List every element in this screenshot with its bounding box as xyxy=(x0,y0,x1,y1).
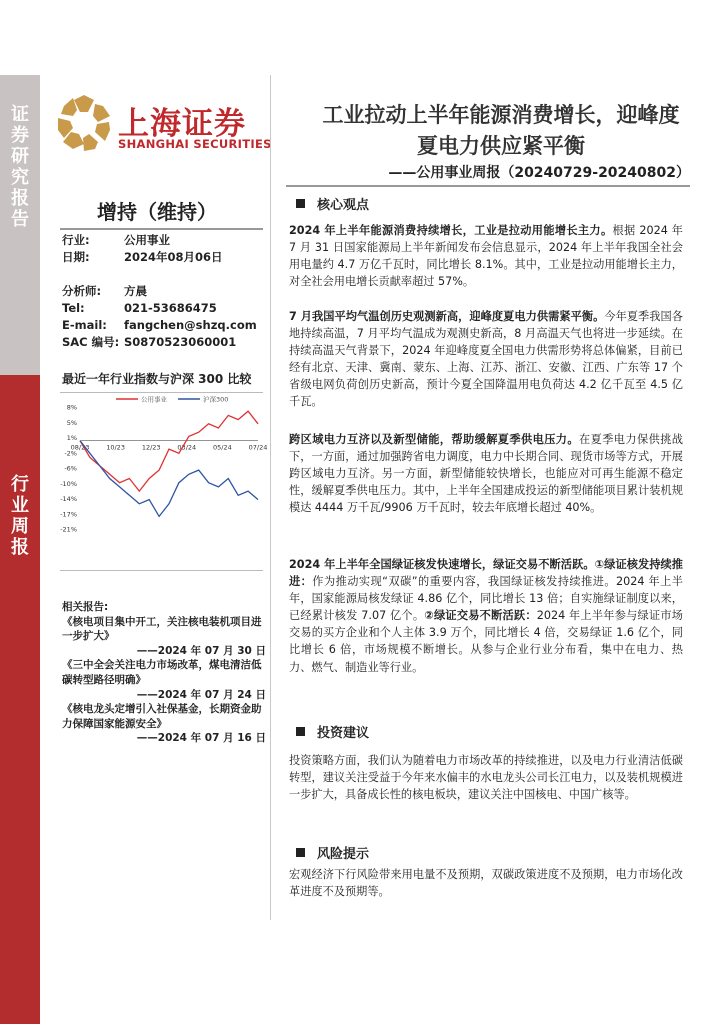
logo-text-en: SHANGHAI SECURITIES xyxy=(118,137,272,151)
header-divider xyxy=(286,185,690,187)
chart-title: 最近一年行业指数与沪深 300 比较 xyxy=(62,372,252,386)
bullet-square-icon xyxy=(296,199,305,208)
company-logo-icon xyxy=(55,92,113,154)
report-subtitle: ——公用事业周报（20240729-20240802） xyxy=(388,165,690,181)
y-tick-label: -10% xyxy=(60,479,77,488)
side-band-middle-label: 行业周报 xyxy=(11,474,29,558)
sac-row: SAC 编号: S0870523060001 xyxy=(62,335,237,349)
paragraph-temperature: 7 月我国平均气温创历史观测新高，迎峰度夏电力供需紧平衡。今年夏季我国各地持续高温，7 月平均气温成为观测史新高，8 月高温天气也将进一步延续。在持续高温天气背景下，2024 年迎峰度夏全国电力供需形势将总体偏紧，目前已经有北京、天津、冀南、蒙东、上海、江苏、浙江、安徽、江西、广东等 17 个省级电网负荷创历史新高，预计今夏全国降温用电负荷达 4.2 亿千瓦至 4.5 亿千瓦。 xyxy=(289,310,683,409)
report-item-1[interactable]: 《核电项目集中开工，关注核电装机项目进一步扩大》 ——2024 年 07 月 30 日 xyxy=(62,615,266,657)
paragraph-storage: 跨区域电力互济以及新型储能，帮助缓解夏季供电压力。在夏季电力保供挑战下，一方面，通过加强跨省电力调度，电力中长期合同、现货市场等方式，开展跨区域电力互济。另一方面，新型储能较快增长，也能应对可再生能源不稳定性，缓解夏季供电压力。其中，上半年全国建成投运的新型储能项目累计装机规模达 4444 万千瓦/9906 万千瓦时，较去年底增长超过 40%。 xyxy=(289,433,683,515)
y-tick-label: 5% xyxy=(66,418,77,427)
paragraph-green-certificates: 2024 年上半年全国绿证核发快速增长，绿证交易不断活跃。①绿证核发持续推进：作为推动实现“双碳”的重要内容，我国绿证核发持续推进。2024 年上半年，国家能源局核发绿证 4.86 亿个，同比增长 13 倍；自实施绿证制度以来，已经累计核发 7.07 亿个。②绿证交易不断活跃：2024 年上半年参与绿证市场交易的买方企业和个人主体 3.9 万个，同比增长 4 倍，交易绿证 1.6 亿个，同比增长 6 倍，市场规模不断增长。从参与企业行业分布看，集中在电力、热力、燃气、制造业等行业。 xyxy=(289,558,683,674)
index-comparison-chart xyxy=(58,393,268,533)
core-views-heading: 核心观点 xyxy=(296,194,369,213)
y-tick-label: -6% xyxy=(64,464,77,473)
risk-heading: 风险提示 xyxy=(296,843,369,862)
analyst-row: 分析师: 方晨 xyxy=(62,284,147,298)
date-row: 日期: 2024年08月06日 xyxy=(62,250,223,264)
x-tick-label: 05/24 xyxy=(213,443,232,452)
x-tick-label: 08/23 xyxy=(70,443,90,452)
report-item-2[interactable]: 《三中全会关注电力市场改革，煤电清洁低碳转型路径明确》 ——2024 年 07 月 24 日 xyxy=(62,659,266,701)
y-tick-label: -2% xyxy=(64,449,77,458)
rating-divider xyxy=(60,228,263,230)
y-tick-label: -14% xyxy=(60,495,77,503)
y-tick-label: 1% xyxy=(66,434,77,442)
x-tick-label: 03/24 xyxy=(177,443,197,452)
paragraph-risk: 宏观经济下行风险带来用电量不及预期，双碳政策进度不及预期，电力市场化改革进度不及预期等。 xyxy=(289,868,683,899)
x-tick-label: 12/23 xyxy=(141,443,161,452)
x-tick-label: 07/24 xyxy=(248,443,268,452)
legend-label: 沪深300 xyxy=(203,395,229,404)
series-line-2 xyxy=(80,441,258,517)
report-title: 工业拉动上半年能源消费增长，迎峰度 夏电力供应紧平衡 xyxy=(322,103,680,158)
investment-heading: 投资建议 xyxy=(296,722,369,741)
chart-bottom-divider xyxy=(60,570,263,571)
bullet-square-icon xyxy=(296,727,305,736)
y-tick-label: -21% xyxy=(60,525,77,533)
side-band-middle xyxy=(0,375,40,1024)
legend-label: 公用事业 xyxy=(141,395,167,404)
report-item-3[interactable]: 《核电龙头定增引入社保基金，长期资金助力保障国家能源安全》 ——2024 年 07 月 16 日 xyxy=(62,703,266,745)
related-reports xyxy=(62,600,266,746)
related-reports-heading: 相关报告: xyxy=(62,601,109,613)
email-row: E-mail: fangchen@shzq.com xyxy=(62,318,257,332)
industry-row: 行业: 公用事业 xyxy=(62,233,170,247)
bullet-square-icon xyxy=(296,848,305,857)
column-divider xyxy=(270,75,271,920)
rating: 增持（维持） xyxy=(97,200,217,224)
y-tick-label: -17% xyxy=(60,510,77,519)
x-tick-label: 10/23 xyxy=(106,443,125,452)
paragraph-investment: 投资策略方面，我们认为随着电力市场改革的持续推进，以及电力行业清洁低碳转型，建议关注受益于今年来水偏丰的水电龙头公司长江电力，以及装机规模进一步扩大，具备成长性的核电板块，建议关注中国核电、中国广核等。 xyxy=(289,754,683,802)
tel-row: Tel: 021-53686475 xyxy=(62,301,217,315)
y-tick-label: 8% xyxy=(66,403,77,412)
paragraph-energy-consumption: 2024 年上半年能源消费持续增长，工业是拉动用能增长主力。根据 2024 年 7 月 31 日国家能源局上半年新闻发布会信息显示，2024 年上半年我国全社会用电量约 4.7 万亿千瓦时，同比增长 8.1%。其中，工业是拉动用能增长主力，对全社会用电增长贡献率超过 57%。 xyxy=(289,224,683,289)
side-band-top-label: 证券研究报告 xyxy=(11,104,29,230)
logo-text-cn: 上海证券 xyxy=(118,106,246,142)
